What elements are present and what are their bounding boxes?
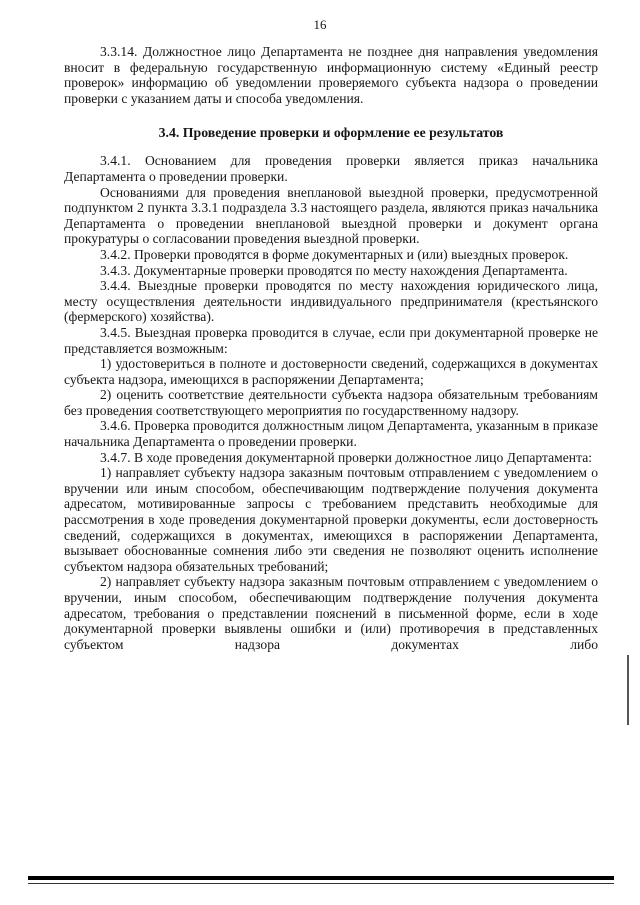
paragraph-3-4-1: 3.4.1. Основанием для проведения проверки является приказ начальника Департамента о проведении проверки. xyxy=(64,153,598,184)
paragraph-3-4-4: 3.4.4. Выездные проверки проводятся по месту нахождения юридического лица, месту осуществления деятельности индивидуального предпринимателя (крестьянского (фермерского) хозяйства). xyxy=(64,278,598,325)
list-item-3-4-5-2: 2) оценить соответствие деятельности субъекта надзора обязательным требованиям без проведения соответствующего мероприятия по государственному надзору. xyxy=(64,387,598,418)
paragraph-3-4-3: 3.4.3. Документарные проверки проводятся по месту нахождения Департамента. xyxy=(100,262,568,278)
document-body xyxy=(64,44,598,652)
paragraph-3-4-6: 3.4.6. Проверка проводится должностным лицом Департамента, указанным в приказе начальника Департамента о проведении проверки. xyxy=(64,418,598,450)
list-item-3-4-5-1: 1) удостовериться в полноте и достоверности сведений, содержащихся в документах субъекта надзора, имеющихся в распоряжении Департамента; xyxy=(64,356,598,387)
paragraph-3-4-5: 3.4.5. Выездная проверка проводится в случае, если при документарной проверке не представляется возможным: xyxy=(64,324,598,356)
section-heading: 3.4. Проведение проверки и оформление ее результатов xyxy=(158,125,504,141)
paragraph-3-4-7: 3.4.7. В ходе проведения документарной проверки должностное лицо Департамента: xyxy=(100,449,593,465)
paragraph-3-3-14: 3.3.14. Должностное лицо Департамента не позднее дня направления уведомления вносит в федеральную государственную информационную систему «Единый реестр проверок» информацию об уведомлении проверяемого субъекта надзора о проведении проверки с указанием даты и способа уведомления. xyxy=(64,44,598,106)
paragraph-grounds: Основаниями для проведения внеплановой выездной проверки, предусмотренной подпунктом 2 пункта 3.3.1 подраздела 3.3 настоящего раздела, являются приказ начальника Департамента о проведении внеплановой выездной проверки и документ органа прокуратуры о согласовании проведения выездной проверки. xyxy=(64,184,598,247)
list-item-3-4-7-1: 1) направляет субъекту надзора заказным почтовым отправлением с уведомлением о вручении или иным способом, обеспечивающим подтверждение получения документа адресатом, мотивированные запросы с требованием представить необходимые для рассмотрения в ходе проведения документарной проверки документы, если достоверность сведений, содержащихся в документах, имеющихся в распоряжении Департамента, вызывает обоснованные сомнения либо эти сведения не позволяют оценить исполнение субъектом надзора обязательных требований; xyxy=(64,465,598,574)
list-item-3-4-7-2: 2) направляет субъекту надзора заказным почтовым отправлением с уведомлением о вручении, иным способом, обеспечивающим подтверждение получения документа адресатом, требования о представлении пояснений в письменной форме, если в ходе документарной проверки выявлены ошибки и (или) противоречия в представленных субъектом надзора документах либо xyxy=(64,574,598,652)
bottom-border-rule xyxy=(28,876,614,880)
scan-artifact-line xyxy=(627,655,629,725)
bottom-border-thin-rule xyxy=(28,883,614,884)
page-number: 16 xyxy=(313,17,327,32)
paragraph-3-4-2: 3.4.2. Проверки проводятся в форме документарных и (или) выездных проверок. xyxy=(100,246,569,262)
